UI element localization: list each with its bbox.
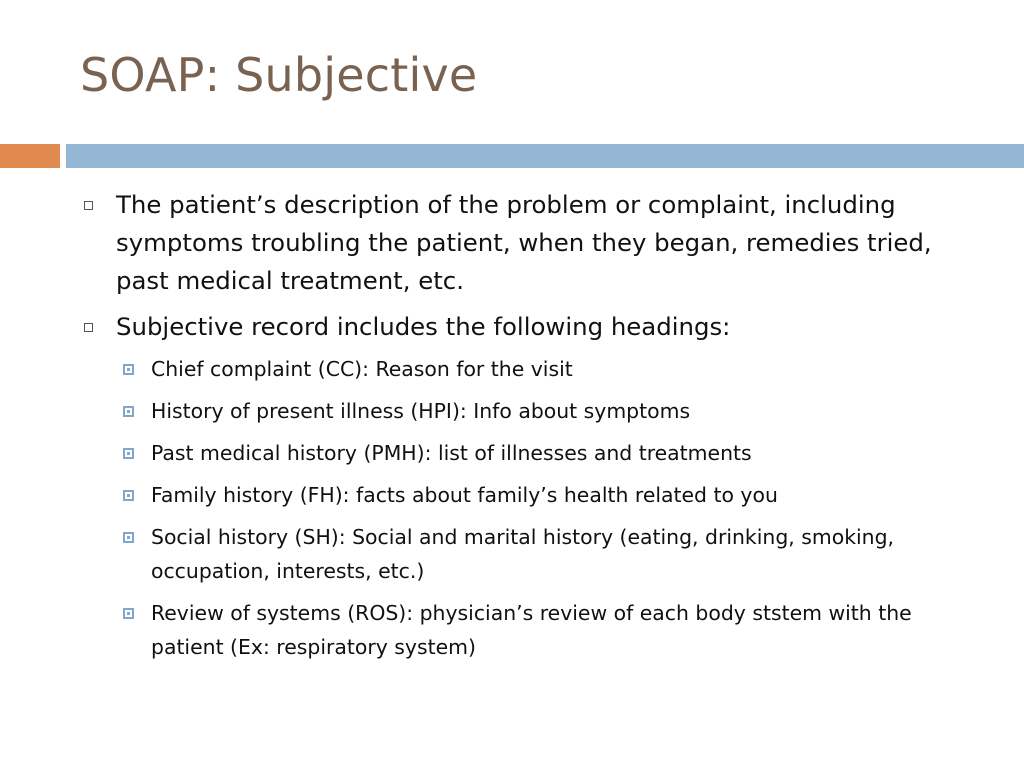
subbullet-text: Chief complaint (CC): Reason for the visit (151, 357, 573, 381)
bullet-subjective-record (76, 308, 976, 346)
subbullet-text: Social history (SH): Social and marital history (eating, drinking, smoking, occupation, interests, etc.) (151, 525, 895, 583)
slide-title: SOAP: Subjective (80, 48, 478, 102)
bullet-text: The patient’s description of the problem or complaint, including symptoms troubling the patient, when they began, remedies tried, past medical treatment, etc. (116, 190, 932, 295)
subbullet-text: Family history (FH): facts about family’s health related to you (151, 483, 778, 507)
framed-square-bullet-icon (123, 406, 134, 417)
slide-content (76, 186, 976, 672)
bullet-patient-description (76, 186, 976, 300)
subbullet-social-history (76, 520, 976, 588)
subbullet-review-of-systems (76, 596, 976, 664)
blue-accent-bar (66, 144, 1024, 168)
subbullet-chief-complaint (76, 352, 976, 386)
subbullet-past-medical-history (76, 436, 976, 470)
subbullet-present-illness (76, 394, 976, 428)
subjective-headings-list (76, 352, 976, 664)
framed-square-bullet-icon (123, 532, 134, 543)
subbullet-family-history (76, 478, 976, 512)
hollow-square-bullet-icon (84, 323, 93, 332)
subbullet-text: Review of systems (ROS): physician’s review of each body ststem with the patient (Ex: respiratory system) (151, 601, 912, 659)
framed-square-bullet-icon (123, 448, 134, 459)
framed-square-bullet-icon (123, 608, 134, 619)
framed-square-bullet-icon (123, 490, 134, 501)
subbullet-text: History of present illness (HPI): Info about symptoms (151, 399, 691, 423)
hollow-square-bullet-icon (84, 201, 93, 210)
orange-accent-bar (0, 144, 60, 168)
bullet-text: Subjective record includes the following headings: (116, 312, 731, 341)
framed-square-bullet-icon (123, 364, 134, 375)
subbullet-text: Past medical history (PMH): list of illnesses and treatments (151, 441, 752, 465)
